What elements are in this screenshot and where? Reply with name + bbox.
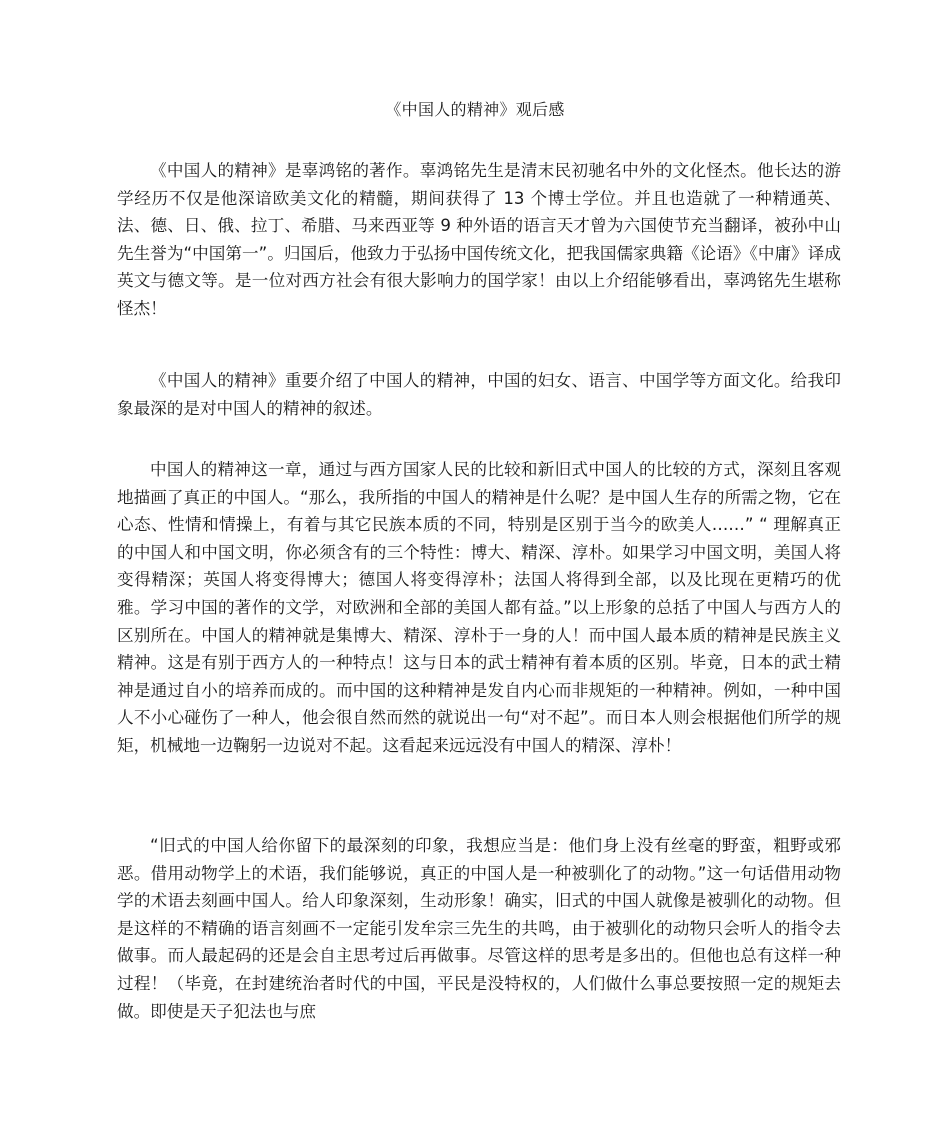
paragraph-4: “旧式的中国人给你留下的最深刻的印象，我想应当是：他们身上没有丝毫的野蛮，粗野或邪恶。借用动物学上的术语，我们能够说，真正的中国人是一种被驯化了的动物。”这一句话借用动物学的术语去刻画中国人。给人印象深刻，生动形象！确实，旧式的中国人就像是被驯化的动物。但是这样的不精确的语言刻画不一定能引发牟宗三先生的共鸣，由于被驯化的动物只会听人的指令去做事。而人最起码的还是会自主思考过后再做事。尽管这样的思考是多出的。但他也总有这样一种过程！（毕竟，在封建统治者时代的中国，平民是没特权的，人们做什么事总要按照一定的规矩去做。即使是天子犯法也与庶	[117, 836, 841, 1021]
paragraph-1: 《中国人的精神》是辜鸿铭的著作。辜鸿铭先生是清末民初驰名中外的文化怪杰。他长达的游学经历不仅是他深谙欧美文化的精髓，期间获得了 13 个博士学位。并且也造就了一种精通英、法、德、日、俄、拉丁、希腊、马来西亚等 9 种外语的语言天才曾为六国使节充当翻译，被孙中山先生誉为“中国第一”。归国后，他致力于弘扬中国传统文化，把我国儒家典籍《论语》《中庸》译成英文与德文等。是一位对西方社会有很大影响力的国学家！由以上介绍能够看出，辜鸿铭先生堪称怪杰！	[117, 161, 841, 318]
paragraph-2: 《中国人的精神》重要介绍了中国人的精神，中国的妇女、语言、中国学等方面文化。给我印象最深的是对中国人的精神的叙述。	[117, 371, 841, 418]
paragraph-3: 中国人的精神这一章，通过与西方国家人民的比较和新旧式中国人的比较的方式，深刻且客观地描画了真正的中国人。“那么，我所指的中国人的精神是什么呢？是中国人生存的所需之物，它在心态、性情和情操上，有着与其它民族本质的不同，特别是区别于当今的欧美人……” “ 理解真正的中国人和中国文明，你必须含有的三个特性：博大、精深、淳朴。如果学习中国文明，美国人将变得精深；英国人将变得博大；德国人将变得淳朴；法国人将得到全部，以及比现在更精巧的优雅。学习中国的著作的文学，对欧洲和全部的美国人都有益。”以上形象的总括了中国人与西方人的区别所在。中国人的精神就是集博大、精深、淳朴于一身的人！而中国人最本质的精神是民族主义精神。这是有别于西方人的一种特点！这与日本的武士精神有着本质的区别。毕竟，日本的武士精神是通过自小的培养而成的。而中国的这种精神是发自内心而非规矩的一种精神。例如，一种中国人不小心碰伤了一种人，他会很自然而然的就说出一句“对不起”。而日本人则会根据他们所学的规矩，机械地一边鞠躬一边说对不起。这看起来远远没有中国人的精深、淳朴！	[117, 460, 841, 755]
document-title: 《中国人的精神》观后感	[385, 100, 565, 119]
